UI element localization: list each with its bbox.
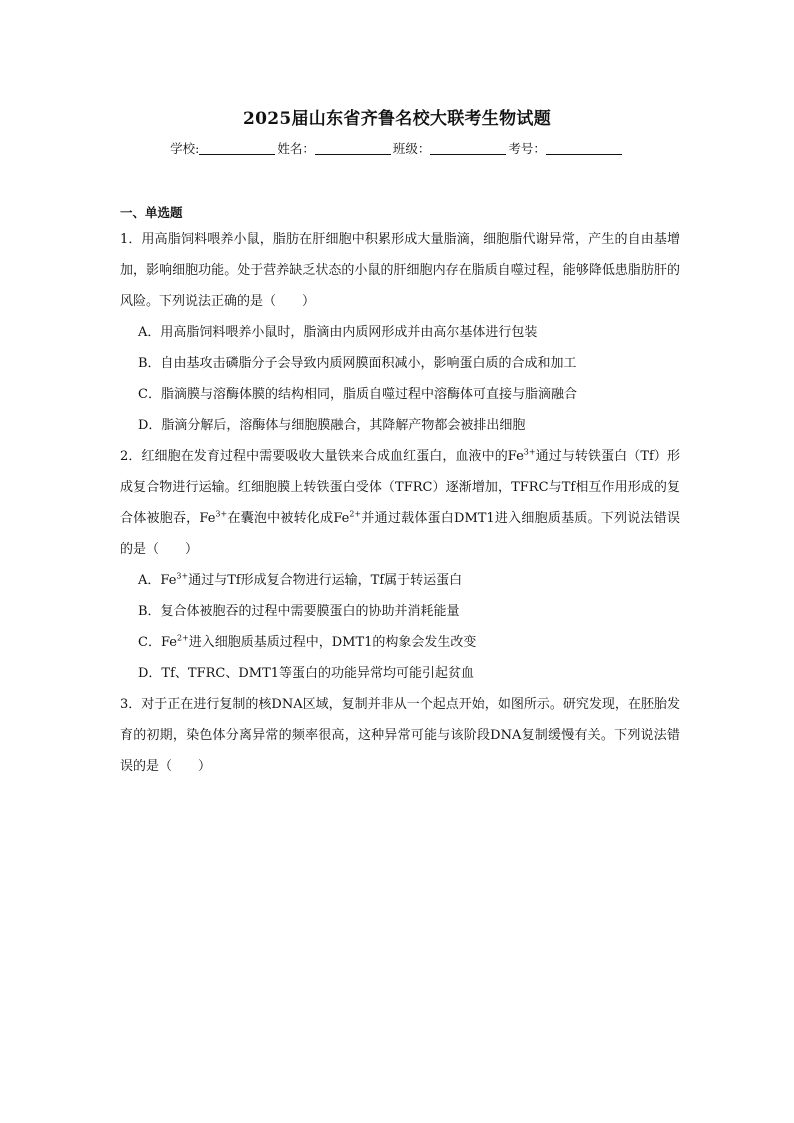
question-2-option-c [120, 627, 680, 658]
class-blank [430, 142, 506, 155]
q2-sup: 3+ [215, 509, 228, 519]
question-2-stem [120, 441, 680, 565]
question-3-stem: 3．对于正在进行复制的核DNA区域，复制并非从一个起点开始，如图所示。研究发现，在胚胎发育的初期，染色体分离异常的频率很高，这种异常可能与该阶段DNA复制缓慢有关。下列说法错误的是（ ） [120, 697, 680, 774]
question-1-stem: 1．用高脂饲料喂养小鼠，脂肪在肝细胞中积累形成大量脂滴，细胞脂代谢异常，产生的自由基增加，影响细胞功能。处于营养缺乏状态的小鼠的肝细胞内存在脂质自噬过程，能够降低患脂肪肝的风险。下列说法正确的是（ ） [120, 232, 680, 309]
q2-option-a-text: A．Fe [138, 573, 177, 588]
q2-stem-part: 通过与转铁蛋白（Tf）形成复合物进行运输。红细胞膜上转铁蛋白受体（TFRC）逐渐增加，TFRC与Tf相互作用形成的复合体被胞吞，Fe [120, 449, 680, 526]
question-1-option-b: B．自由基攻击磷脂分子会导致内质网膜面积减小，影响蛋白质的合成和加工 [138, 356, 577, 371]
question-2-option-b: B．复合体被胞吞的过程中需要膜蛋白的协助并消耗能量 [138, 604, 460, 619]
student-info-row [0, 139, 794, 157]
school-blank [199, 142, 275, 155]
name-label: 姓名： [277, 141, 315, 156]
question-2-option-d: D．Tf、TFRC、DMT1等蛋白的功能异常均可能引起贫血 [138, 666, 475, 681]
q2-option-a-sup: 3+ [176, 571, 189, 581]
q2-stem-part: 并通过载体蛋白DMT1进入细胞质基质。下列说法错误的是（ ） [120, 511, 680, 557]
exam-no-blank [546, 142, 622, 155]
name-blank [315, 142, 391, 155]
q2-option-c-sup: 2+ [176, 633, 189, 643]
question-list [120, 224, 680, 782]
question-1-option-c: C．脂滴膜与溶酶体膜的结构相同，脂质自噬过程中溶酶体可直接与脂滴融合 [138, 387, 577, 402]
question-1-option-a: A．用高脂饲料喂养小鼠时，脂滴由内质网形成并由高尔基体进行包装 [138, 325, 538, 340]
exam-title: 2025届山东省齐鲁名校大联考生物试题 [242, 109, 551, 129]
exam-no-label: 考号： [508, 141, 546, 156]
q2-sup: 2+ [349, 509, 362, 519]
q2-option-a-text: 通过与Tf形成复合物进行运输，Tf属于转运蛋白 [188, 573, 463, 588]
question-1-option-d: D．脂滴分解后，溶酶体与细胞膜融合，其降解产物都会被排出细胞 [138, 418, 526, 433]
q2-option-c-text: C．Fe [138, 635, 177, 650]
q2-sup: 3+ [523, 447, 536, 457]
q2-option-c-text: 进入细胞质基质过程中，DMT1的构象会发生改变 [188, 635, 477, 650]
class-label: 班级： [392, 141, 431, 156]
section-title: 一、单选题 [120, 205, 183, 220]
q2-stem-part: 在囊泡中被转化成Fe [227, 511, 350, 526]
school-label: 学校: [170, 141, 200, 156]
q2-stem-part: 2．红细胞在发育过程中需要吸收大量铁来合成血红蛋白，血液中的Fe [120, 449, 524, 464]
question-2-option-a [120, 565, 680, 596]
